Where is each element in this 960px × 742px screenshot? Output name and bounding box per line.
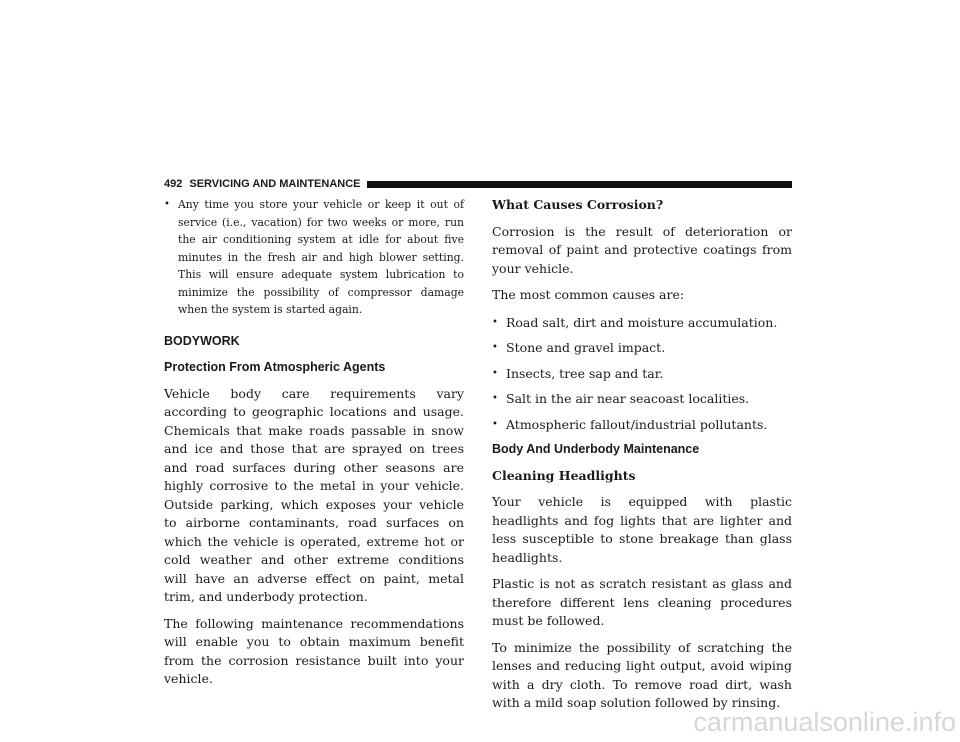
bodywork-heading: BODYWORK bbox=[164, 333, 240, 348]
list-item bbox=[492, 415, 792, 436]
scratch-resistance-paragraph: Plastic is not as scratch resistant as glass and therefore different lens cleaning procedures must be followed. bbox=[492, 576, 792, 628]
section-title: SERVICING AND MAINTENANCE bbox=[189, 178, 361, 190]
list-item bbox=[492, 364, 792, 385]
maintenance-recommendations-paragraph: The following maintenance recommendations will enable you to obtain maximum benefit from the corrosion resistance built into your vehicle. bbox=[164, 615, 464, 686]
cause-item: Stone and gravel impact. bbox=[506, 340, 666, 355]
bullet-glyph: • bbox=[492, 367, 498, 379]
bullet-glyph: • bbox=[164, 199, 170, 210]
list-item bbox=[492, 389, 792, 410]
bullet-glyph: • bbox=[492, 393, 498, 404]
storage-ac-tip: Any time you store your vehicle or keep it out of service (i.e., vacation) for two weeks or more, run the air conditioning system at idle for about five minutes in the fresh air and high blower setting. This will ensure adequate system lubrication to minimize the possibility of compressor damage when the system is started again. bbox=[178, 198, 464, 316]
cause-item: Road salt, dirt and moisture accumulation. bbox=[506, 314, 778, 330]
site-watermark: carmanualsonline.info bbox=[693, 707, 956, 737]
cause-item: Salt in the air near seacoast localities. bbox=[506, 391, 750, 406]
body-underbody-heading: Body And Underbody Maintenance bbox=[492, 442, 700, 456]
cause-item: Insects, tree sap and tar. bbox=[506, 365, 664, 381]
left-column bbox=[164, 196, 464, 697]
bullet-glyph: • bbox=[492, 342, 498, 353]
protection-heading: Protection From Atmospheric Agents bbox=[164, 360, 386, 374]
page-number: 492 bbox=[164, 178, 183, 190]
plastic-headlights-paragraph: Your vehicle is equipped with plastic headlights and fog lights that are lighter and less susceptible to stone breakage than glass headlights. bbox=[492, 494, 792, 565]
bullet-glyph: • bbox=[492, 316, 498, 328]
body-care-paragraph: Vehicle body care requirements vary according to geographic locations and usage. Chemicals that make roads passable in snow and ice and those that are sprayed on trees and road surfaces during other seasons are highly corrosive to the metal in your vehicle. Outside parking, which exposes your vehicle to airborne contaminants, road surfaces on which the vehicle is operated, extreme hot or cold weather and other extreme conditions will have an adverse effect on paint, metal trim, and underbody protection. bbox=[164, 385, 464, 604]
cleaning-headlights-heading: Cleaning Headlights bbox=[492, 467, 636, 483]
cleaning-instructions-paragraph: To minimize the possibility of scratching the lenses and reducing light output, avoid wiping with a dry cloth. To remove road dirt, wash with a mild soap solution followed by rinsing. bbox=[492, 639, 792, 710]
cause-item: Atmospheric fallout/industrial pollutants. bbox=[506, 416, 768, 432]
bullet-glyph: • bbox=[492, 418, 498, 430]
corrosion-definition: Corrosion is the result of deterioration or removal of paint and protective coatings from your vehicle. bbox=[492, 223, 792, 276]
page-header bbox=[164, 177, 792, 191]
right-column bbox=[492, 196, 792, 721]
list-item bbox=[164, 196, 464, 319]
list-item bbox=[492, 338, 792, 359]
corrosion-heading: What Causes Corrosion? bbox=[492, 197, 664, 212]
common-causes-intro: The most common causes are: bbox=[492, 287, 685, 302]
list-item bbox=[492, 313, 792, 334]
header-rule bbox=[367, 181, 792, 188]
